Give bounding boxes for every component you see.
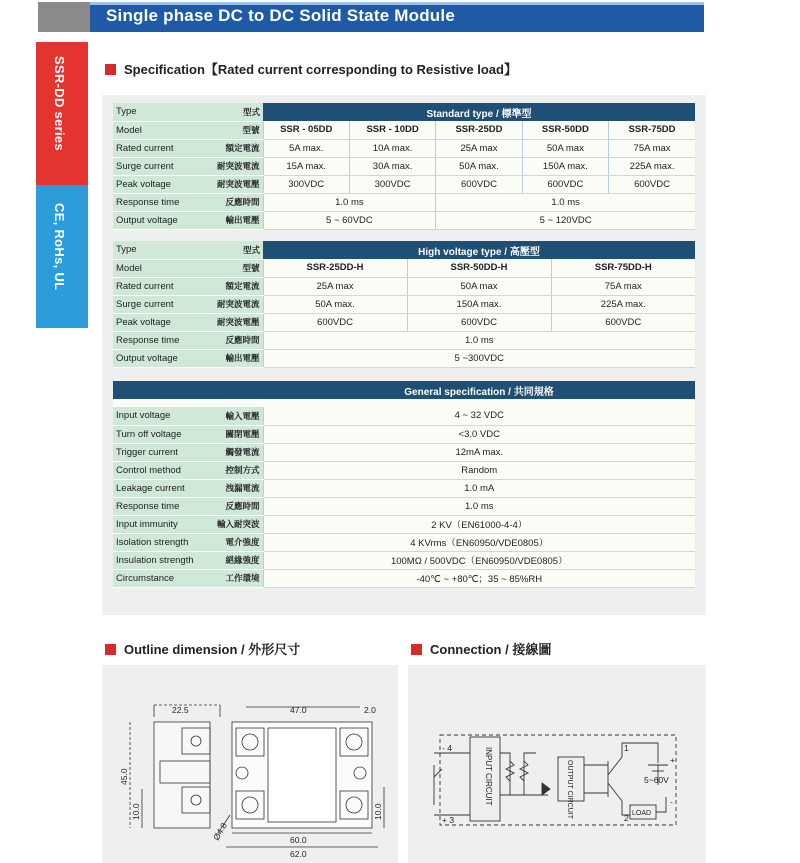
- model-cell: SSR-75DD-H: [551, 259, 695, 277]
- row-label: Model: [113, 259, 207, 277]
- table-row: [113, 533, 695, 551]
- input-circuit-label: INPUT CIRCUIT: [484, 747, 493, 806]
- cell-value: 5 ~ 60VDC: [263, 211, 436, 229]
- dim-top-edge: 2.0: [364, 705, 376, 715]
- dim-side-bottom: 10.0: [131, 803, 141, 820]
- table-row: [113, 139, 695, 157]
- row-cn: 輸入電壓: [207, 407, 263, 425]
- supply-voltage: 5~60V: [644, 775, 669, 785]
- cell-value: 600VDC: [551, 313, 695, 331]
- row-label: Rated current: [113, 277, 207, 295]
- table-row: [113, 569, 695, 587]
- cell-value: 1.0 ms: [436, 193, 695, 211]
- cell-value: 600VDC: [609, 175, 695, 193]
- cell-value: 150A max.: [522, 157, 608, 175]
- model-cell: SSR-75DD: [609, 121, 695, 139]
- cell-value: -40℃ ~ +80℃；35 ~ 85%RH: [263, 569, 695, 587]
- row-label: Surge current: [113, 157, 207, 175]
- dim-outer-width: 62.0: [290, 849, 307, 859]
- cell-value: 300VDC: [263, 175, 349, 193]
- cell-value: 4 KVrms（EN60950/VDE0805）: [263, 533, 695, 551]
- cell-value: 15A max.: [263, 157, 349, 175]
- table-row: [113, 461, 695, 479]
- cert-tab: [36, 185, 88, 328]
- load-label: LOAD: [632, 810, 652, 817]
- dim-top-width: 47.0: [290, 705, 307, 715]
- cell-value: 225A max.: [551, 295, 695, 313]
- row-cn: 型號: [207, 259, 263, 277]
- general-spec-header: General specification / 共同規格: [263, 381, 695, 399]
- model-cell: SSR - 05DD: [263, 121, 349, 139]
- table-row: [113, 381, 695, 399]
- cell-value: 600VDC: [407, 313, 551, 331]
- table-row: [113, 259, 695, 277]
- row-cn: 反應時間: [207, 497, 263, 515]
- table-row: [113, 399, 695, 407]
- pin-output-2: 2: [624, 813, 629, 823]
- cell-value: 300VDC: [349, 175, 435, 193]
- row-label: Peak voltage: [113, 175, 207, 193]
- header-accent: [38, 2, 90, 32]
- series-label: SSR-DD series: [52, 56, 67, 151]
- bullet-square-icon: [105, 644, 116, 655]
- table-row: [113, 241, 695, 259]
- cell-value: 5A max.: [263, 139, 349, 157]
- row-cn: 反應時間: [207, 331, 263, 349]
- row-cn: 額定電流: [207, 139, 263, 157]
- cell-value: 30A max.: [349, 157, 435, 175]
- cell-value: <3.0 VDC: [263, 425, 695, 443]
- pin-input-negative: - 4: [442, 743, 452, 753]
- table-row: [113, 277, 695, 295]
- row-cn: 反應時間: [207, 193, 263, 211]
- connection-diagram: [408, 665, 706, 863]
- row-label: Input voltage: [113, 407, 207, 425]
- table-row: [113, 103, 695, 121]
- row-cn: 工作環境: [207, 569, 263, 587]
- cell-value: 1.0 ms: [263, 193, 436, 211]
- row-cn: 輸入耐突波: [207, 515, 263, 533]
- row-cn: 耐突波電壓: [207, 313, 263, 331]
- model-cell: SSR-25DD-H: [263, 259, 407, 277]
- bullet-square-icon: [105, 64, 116, 75]
- table-row: [113, 515, 695, 533]
- row-label: Surge current: [113, 295, 207, 313]
- outline-section-title: [105, 639, 300, 658]
- cell-value: 50A max: [407, 277, 551, 295]
- row-label: Input immunity: [113, 515, 207, 533]
- row-label: Response time: [113, 193, 207, 211]
- table-row: [113, 551, 695, 569]
- table-row: [113, 349, 695, 367]
- row-label: Output voltage: [113, 349, 207, 367]
- type-cn: 型式: [207, 103, 263, 121]
- cell-value: 75A max: [609, 139, 695, 157]
- cell-value: 600VDC: [522, 175, 608, 193]
- cell-value: 50A max.: [263, 295, 407, 313]
- cell-value: 25A max: [263, 277, 407, 295]
- cell-value: 5 ~ 120VDC: [436, 211, 695, 229]
- pin-output-1: 1: [624, 743, 629, 753]
- cell-value: 1.0 mA: [263, 479, 695, 497]
- model-cell: SSR-25DD: [436, 121, 522, 139]
- cell-value: 100MΩ / 500VDC（EN60950/VDE0805）: [263, 551, 695, 569]
- connection-title-text: Connection / 接線圖: [430, 642, 552, 657]
- pin-input-positive: + 3: [442, 815, 455, 825]
- connection-section-title: [411, 639, 551, 658]
- table-row: [113, 443, 695, 461]
- cell-value: 5 ~300VDC: [263, 349, 695, 367]
- cell-value: 1.0 ms: [263, 497, 695, 515]
- spec-section-title: [105, 59, 517, 78]
- high-voltage-table: [113, 241, 695, 368]
- cell-value: 4 ~ 32 VDC: [263, 407, 695, 425]
- cell-value: 1.0 ms: [263, 331, 695, 349]
- outline-dimension-drawing: [102, 665, 398, 863]
- model-cell: SSR-50DD-H: [407, 259, 551, 277]
- row-cn: 關閉電壓: [207, 425, 263, 443]
- cell-value: 2 KV（EN61000-4-4）: [263, 515, 695, 533]
- general-header-spacer: [113, 381, 263, 399]
- row-cn: 觸發電流: [207, 443, 263, 461]
- type-cn: 型式: [207, 241, 263, 259]
- row-cn: 絕緣強度: [207, 551, 263, 569]
- row-cn: 輸出電壓: [207, 349, 263, 367]
- cell-value: 10A max.: [349, 139, 435, 157]
- cell-value: 50A max: [522, 139, 608, 157]
- outline-title-text: Outline dimension / 外形尺寸: [124, 642, 301, 657]
- type-label: Type: [113, 241, 207, 259]
- table-row: [113, 157, 695, 175]
- row-label: Leakage current: [113, 479, 207, 497]
- cell-value: 25A max: [436, 139, 522, 157]
- row-label: Model: [113, 121, 207, 139]
- row-cn: 洩漏電流: [207, 479, 263, 497]
- cell-value: 600VDC: [263, 313, 407, 331]
- type-label: Type: [113, 103, 207, 121]
- row-label: Trigger current: [113, 443, 207, 461]
- spacer-row: [113, 399, 695, 407]
- row-label: Rated current: [113, 139, 207, 157]
- model-cell: SSR-50DD: [522, 121, 608, 139]
- cert-label: CE, RoHs, UL: [52, 203, 67, 291]
- dim-right-bottom: 10.0: [373, 803, 383, 820]
- row-cn: 控制方式: [207, 461, 263, 479]
- spec-title-text: Specification【Rated current corresponding to Resistive load】: [124, 62, 517, 77]
- cell-value: 150A max.: [407, 295, 551, 313]
- row-cn: 型號: [207, 121, 263, 139]
- cell-value: Random: [263, 461, 695, 479]
- table-row: [113, 479, 695, 497]
- row-cn: 輸出電壓: [207, 211, 263, 229]
- series-tab: [36, 42, 88, 185]
- standard-type-table: [113, 103, 695, 230]
- table-row: [113, 121, 695, 139]
- row-label: Output voltage: [113, 211, 207, 229]
- row-cn: 額定電流: [207, 277, 263, 295]
- output-circuit-label: OUTPUT CIRCUIT: [566, 760, 573, 819]
- row-label: Isolation strength: [113, 533, 207, 551]
- table-row: [113, 295, 695, 313]
- row-cn: 耐突波電流: [207, 157, 263, 175]
- row-label: Response time: [113, 331, 207, 349]
- high-voltage-header: High voltage type / 高壓型: [263, 241, 695, 259]
- table-row: [113, 331, 695, 349]
- row-label: Insulation strength: [113, 551, 207, 569]
- cell-value: 12mA max.: [263, 443, 695, 461]
- page-title: Single phase DC to DC Solid State Module: [106, 6, 455, 25]
- table-row: [113, 425, 695, 443]
- cell-value: 600VDC: [436, 175, 522, 193]
- table-row: [113, 407, 695, 425]
- bullet-square-icon: [411, 644, 422, 655]
- cell-value: 75A max: [551, 277, 695, 295]
- supply-minus: -: [670, 797, 673, 807]
- row-label: Peak voltage: [113, 313, 207, 331]
- table-row: [113, 313, 695, 331]
- cell-value: 225A max.: [609, 157, 695, 175]
- row-cn: 耐突波電壓: [207, 175, 263, 193]
- dim-inner-width: 60.0: [290, 835, 307, 845]
- model-cell: SSR - 10DD: [349, 121, 435, 139]
- row-label: Turn off voltage: [113, 425, 207, 443]
- table-row: [113, 497, 695, 515]
- table-row: [113, 175, 695, 193]
- supply-plus: +: [670, 755, 675, 765]
- row-cn: 電介強度: [207, 533, 263, 551]
- table-row: [113, 193, 695, 211]
- dim-hole: Ø4.8: [211, 821, 229, 842]
- standard-type-header: Standard type / 標準型: [263, 103, 695, 121]
- row-label: Circumstance: [113, 569, 207, 587]
- table-row: [113, 211, 695, 229]
- row-label: Response time: [113, 497, 207, 515]
- general-spec-table: [113, 381, 695, 588]
- row-label: Control method: [113, 461, 207, 479]
- dim-side-width: 22.5: [172, 705, 189, 715]
- row-cn: 耐突波電流: [207, 295, 263, 313]
- dim-height: 45.0: [119, 768, 129, 785]
- cell-value: 50A max.: [436, 157, 522, 175]
